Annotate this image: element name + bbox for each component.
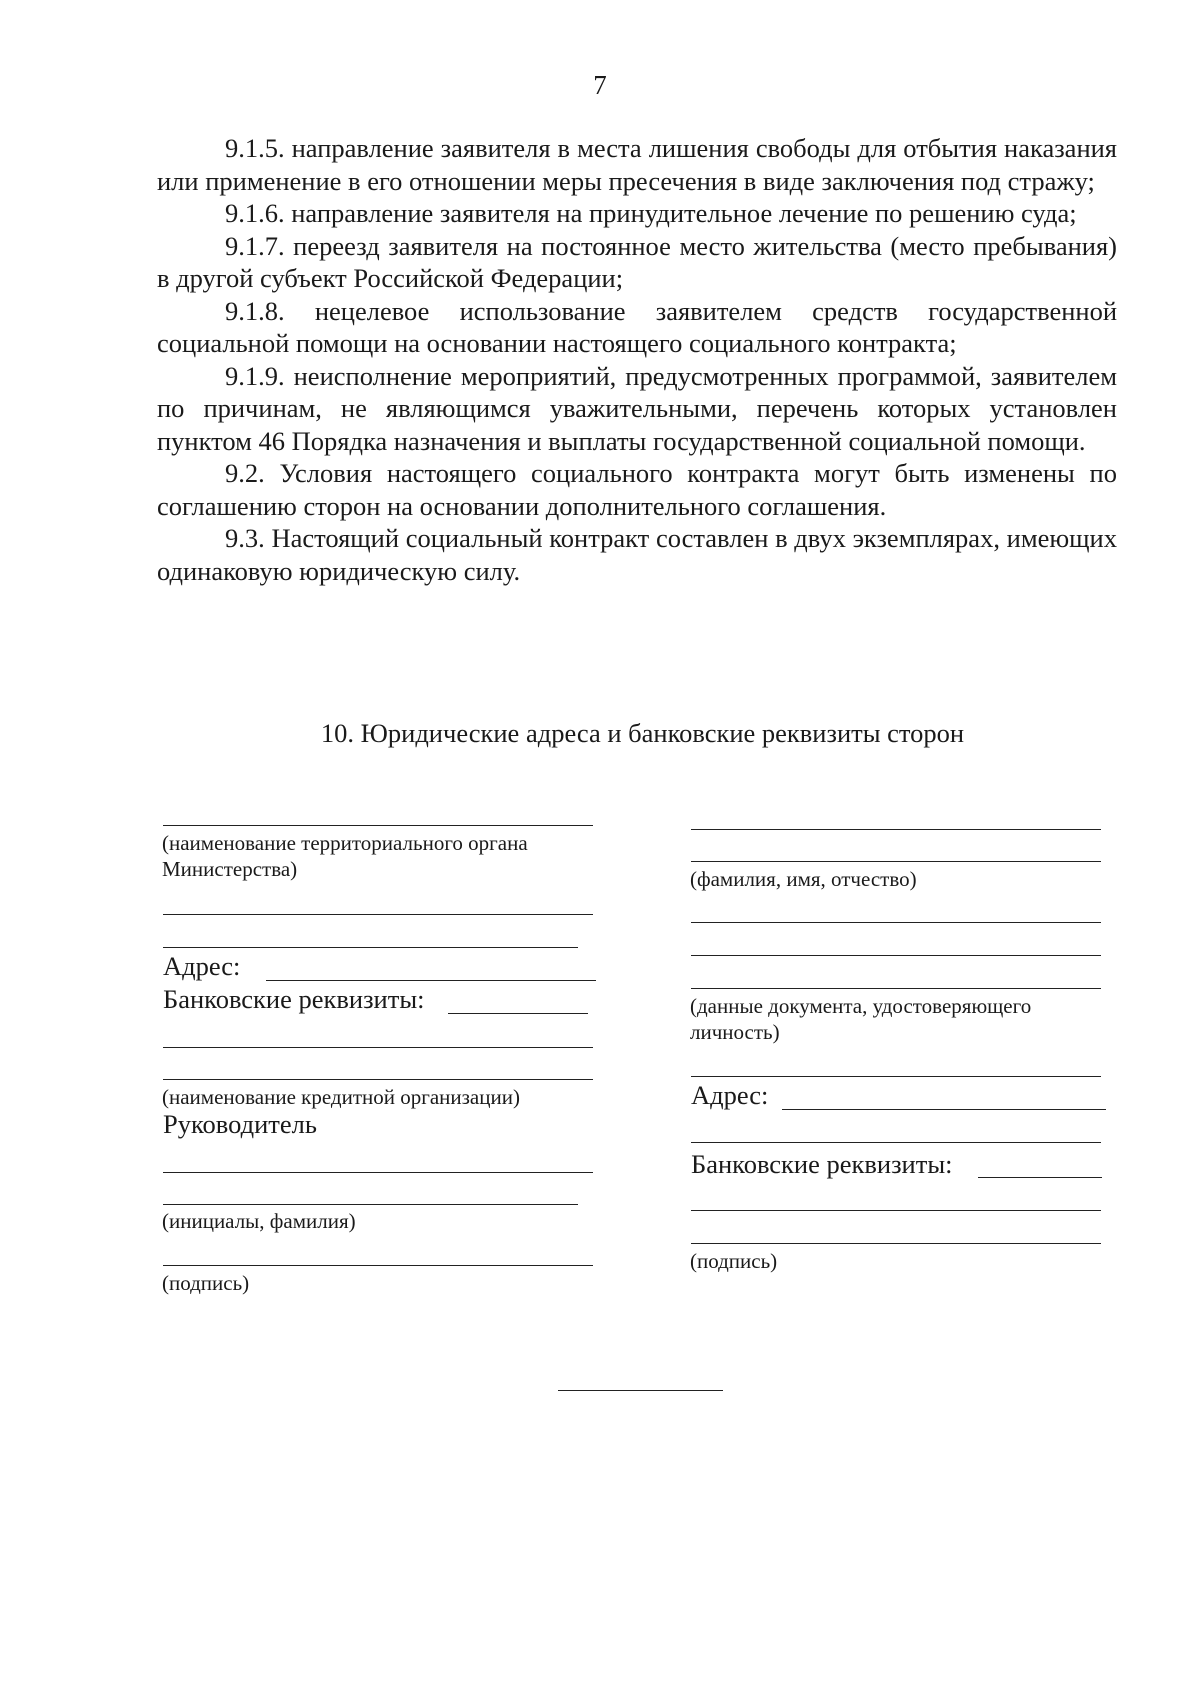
left-blank-line	[163, 1047, 593, 1048]
right-name-line	[691, 861, 1101, 862]
right-bank-line	[978, 1177, 1102, 1178]
paragraph-9-2: 9.2. Условия настоящего социального контракта могут быть изменены по соглашению сторон на основании дополнительного соглашения.	[157, 458, 1117, 521]
right-name-caption: (фамилия, имя, отчество)	[690, 867, 917, 891]
right-blank-line	[691, 1142, 1101, 1143]
right-doc-caption-line2: личность)	[690, 1020, 780, 1044]
right-signature-caption: (подпись)	[690, 1249, 778, 1273]
paragraph-9-1-8: 9.1.8. нецелевое использование заявителем средств государственной социальной помощи на основании настоящего социального контракта;	[157, 295, 1117, 358]
left-address-line	[266, 980, 596, 981]
left-blank-line	[163, 914, 593, 915]
right-address-line	[782, 1109, 1106, 1110]
right-bank-label: Банковские реквизиты:	[691, 1149, 953, 1179]
right-doc-line	[691, 988, 1101, 989]
right-doc-caption-line1: (данные документа, удостоверяющего	[690, 994, 1032, 1018]
right-blank-line	[691, 1210, 1101, 1211]
end-divider	[558, 1390, 723, 1391]
paragraph-9-3: 9.3. Настоящий социальный контракт составлен в двух экземплярах, имеющих одинаковую юридическую силу.	[157, 523, 1117, 586]
left-signature-caption: (подпись)	[162, 1271, 250, 1295]
left-head-label: Руководитель	[163, 1109, 317, 1139]
right-blank-line	[691, 1076, 1101, 1077]
section-heading: 10. Юридические адреса и банковские реквизиты сторон	[320, 718, 965, 748]
right-address-label: Адрес:	[691, 1080, 769, 1110]
left-bank-label: Банковские реквизиты:	[163, 984, 425, 1014]
right-blank-line	[691, 829, 1101, 830]
right-blank-line	[691, 922, 1101, 923]
paragraph-9-1-7: 9.1.7. переезд заявителя на постоянное место жительства (место пребывания) в другой субъект Российской Федерации;	[157, 230, 1117, 293]
left-initials-caption: (инициалы, фамилия)	[162, 1209, 356, 1233]
paragraph-9-1-9: 9.1.9. неисполнение мероприятий, предусмотренных программой, заявителем по причинам, не являющимся уважительными, перечень которых установлен пунктом 46 Порядка назначения и выплаты государственной социальной помощи.	[157, 360, 1117, 456]
left-bank-caption: (наименование кредитной организации)	[162, 1085, 520, 1109]
left-bank-line	[448, 1013, 588, 1014]
left-bank-name-line	[163, 1079, 593, 1080]
left-blank-line	[163, 1172, 593, 1173]
right-blank-line	[691, 955, 1101, 956]
body-text	[157, 132, 1117, 587]
left-address-label: Адрес:	[163, 951, 241, 981]
left-org-name-line	[163, 825, 593, 826]
left-blank-line	[163, 947, 578, 948]
paragraph-9-1-5: 9.1.5. направление заявителя в места лишения свободы для отбытия наказания или применение в его отношении меры пресечения в виде заключения под стражу;	[157, 133, 1117, 196]
paragraph-9-1-6: 9.1.6. направление заявителя на принудительное лечение по решению суда;	[225, 198, 1077, 228]
left-signature-line	[163, 1265, 593, 1266]
right-signature-line	[691, 1243, 1101, 1244]
left-initials-line	[163, 1204, 578, 1205]
page-number: 7	[593, 70, 607, 100]
left-org-caption-line2: Министерства)	[162, 857, 298, 881]
left-org-caption-line1: (наименование территориального органа	[162, 831, 528, 855]
